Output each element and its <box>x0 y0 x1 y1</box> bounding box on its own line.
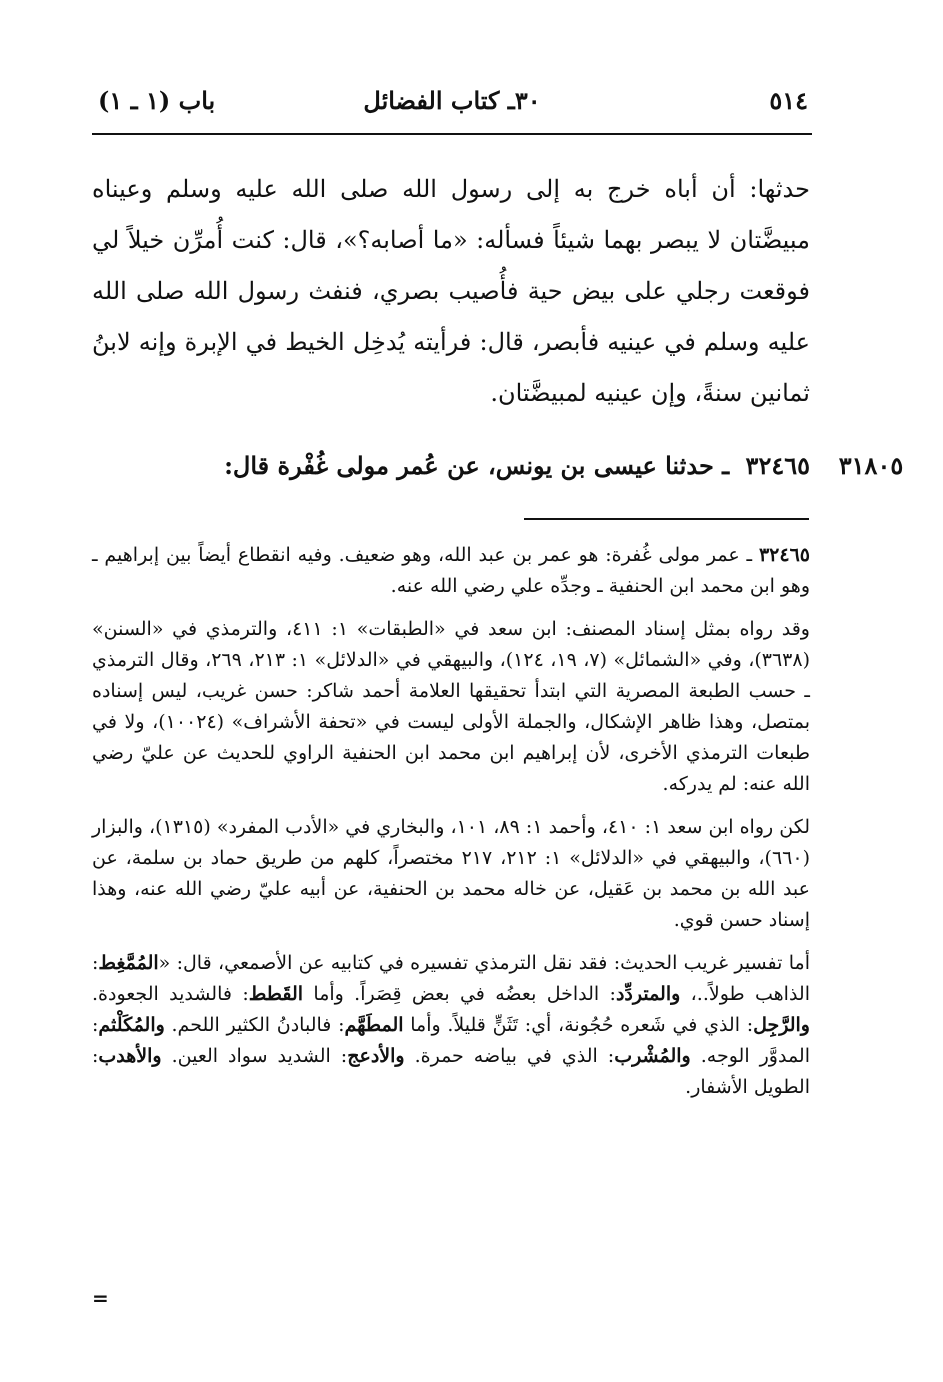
footnote-4 <box>92 948 810 1103</box>
gloss-def: : فالبادنُ الكثير اللحم. <box>164 1014 345 1036</box>
gloss-term: والرَّجِل <box>753 1014 810 1036</box>
footnote-1-text: ـ عمر مولى غُفرة: هو عمر بن عبد الله، وهو ضعيف. وفيه انقطاع أيضاً بين إبراهيم ـ وهو ابن محمد ابن الحنفية ـ وجدِّه علي رضي الله عنه. <box>92 544 810 597</box>
gloss-term: والأهدب <box>98 1045 162 1067</box>
footnote-1 <box>92 540 810 602</box>
margin-number: ٣١٨٠٥ <box>838 451 904 480</box>
footnote-3: لكن رواه ابن سعد ١: ٤١٠، وأحمد ١: ٨٩، ١٠١، والبخاري في «الأدب المفرد» (١٣١٥)، والبزار (٦٦٠)، والبيهقي في «الدلائل» ١: ٢١٢، ٢١٧ مختصراً، كلهم من طريق حماد بن سلمة، عن عبد الله بن محمد بن عَقيل، عن خاله محمد بن الحنفية، عن أبيه عليّ رضي الله عنه، وهذا إسناد حسن قوي. <box>92 816 810 931</box>
gloss-intro: أما تفسير غريب الحديث: فقد نقل الترمذي تفسيره في كتابيه عن الأصمعي، قال: « <box>158 952 810 974</box>
footnotes-block <box>92 540 810 1115</box>
section-label: باب (١ ـ ١) <box>98 86 216 115</box>
main-paragraph: حدثها: أن أباه خرج به إلى رسول الله صلى الله عليه وسلم وعيناه مبيضَّتان لا يبصر بهما شيئاً فسأله: «ما أصابه؟»، قال: كنت أُمرِّن خيلاً لي فوقعت رجلي على بيض حية فأُصيب بصري، فنفث رسول الله صلى الله عليه وسلم في عينيه فأبصر، قال: فرأيته يُدخِل الخيط في الإبرة وإنه لابنُ ثمانين سنةً، وإن عينيه لمبيضَّتان. <box>92 175 810 407</box>
gloss-def: : الطويل الأشفار. <box>92 1045 810 1098</box>
book-title: ٣٠ـ كتاب الفضائل <box>363 86 541 115</box>
footnote-divider <box>524 518 809 520</box>
gloss-term: والمُكَلْثم <box>98 1014 165 1036</box>
gloss-term: والمُشْرب <box>614 1045 691 1067</box>
continuation-mark: = <box>92 1286 109 1310</box>
hadith-text: ـ حدثنا عيسى بن يونس، عن عُمر مولى غُفْرة قال: <box>224 451 730 480</box>
footnote-number: ٣٢٤٦٥ <box>758 544 810 566</box>
gloss-def: : الذاهب طولاً..، <box>92 952 811 1005</box>
gloss-def: : الذي في شَعره حُجُونة، أي: تَثَنٍّ قليلاً. وأما <box>403 1014 754 1036</box>
gloss-def: : فالشديد الجعودة. <box>92 983 249 1005</box>
header-divider <box>92 133 812 135</box>
footnote-2: وقد رواه بمثل إسناد المصنف: ابن سعد في «الطبقات» ١: ٤١١، والترمذي في «السنن» (٣٦٣٨)، وفي «الشمائل» (٧، ١٩، ١٢٤)، والبيهقي في «الدلائل» ١: ٢١٣، ٢٦٩، وقال الترمذي ـ حسب الطبعة المصرية التي ابتدأ تحقيقها العلامة أحمد شاكر: حسن غريب، ليس إسناده بمتصل، وهذا ظاهر الإشكال، والجملة الأولى ليست في «تحفة الأشراف» (١٠٠٢٤)، ولا في طبعات الترمذي الأخرى، لأن إبراهيم ابن محمد ابن الحنفية الراوي للحديث عن عليّ رضي الله عنه: لم يدركه. <box>92 618 811 795</box>
page-number: ٥١٤ <box>769 86 808 115</box>
gloss-def: : الشديد سواد العين. <box>161 1045 348 1067</box>
gloss-term: والأدعج <box>347 1045 405 1067</box>
gloss-term: القَطط <box>248 983 304 1005</box>
gloss-def: : الداخل بعضُه في بعض قِصَراً. وأما <box>303 983 616 1005</box>
gloss-def: : الذي في بياضه حمرة. <box>404 1045 615 1067</box>
hadith-line <box>92 446 810 486</box>
hadith-number: ٣٢٤٦٥ <box>745 451 810 480</box>
main-text-block <box>92 164 810 419</box>
gloss-term: والمتردِّد <box>615 983 681 1005</box>
gloss-term: المُمَّغِط <box>98 952 159 974</box>
page-header <box>92 86 812 130</box>
gloss-def: : المدوَّر الوجه. <box>92 1014 810 1067</box>
gloss-term: المطَهَّم <box>344 1014 404 1036</box>
